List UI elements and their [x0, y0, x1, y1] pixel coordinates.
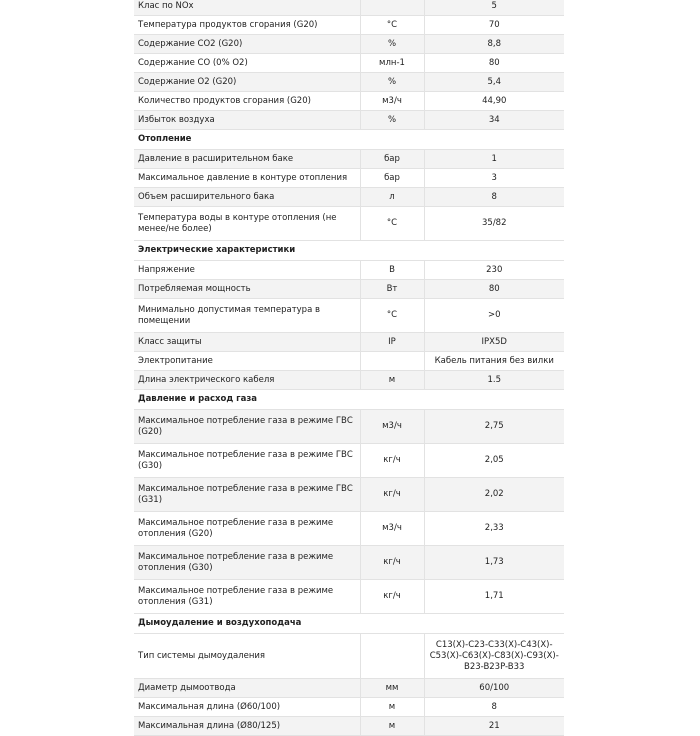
spec-param: Потребляемая мощность — [134, 280, 360, 299]
spec-unit: Вт — [360, 280, 424, 299]
spec-param: Максимальное потребление газа в режиме отопления (G30) — [134, 546, 360, 580]
spec-param: Давление в расширительном баке — [134, 150, 360, 169]
spec-value: 2,33 — [424, 512, 564, 546]
spec-value: 1,71 — [424, 580, 564, 614]
spec-value: 230 — [424, 261, 564, 280]
spec-param: Максимальное потребление газа в режиме ГВС (G20) — [134, 410, 360, 444]
spec-param: Максимальная длина (Ø80/125) — [134, 717, 360, 736]
spec-unit: кг/ч — [360, 546, 424, 580]
spec-value: IPX5D — [424, 333, 564, 352]
spec-unit: м3/ч — [360, 410, 424, 444]
spec-row — [134, 679, 564, 698]
spec-value: Кабель питания без вилки — [424, 352, 564, 371]
spec-unit: м — [360, 717, 424, 736]
spec-unit — [360, 0, 424, 16]
spec-unit: млн-1 — [360, 54, 424, 73]
spec-value: 2,05 — [424, 444, 564, 478]
spec-unit: % — [360, 111, 424, 130]
spec-unit: м3/ч — [360, 512, 424, 546]
spec-param: Максимальное потребление газа в режиме ГВС (G31) — [134, 478, 360, 512]
spec-row — [134, 512, 564, 546]
spec-value: 2,02 — [424, 478, 564, 512]
section-title: Давление и расход газа — [134, 390, 564, 410]
spec-unit: л — [360, 188, 424, 207]
spec-row — [134, 35, 564, 54]
spec-row — [134, 371, 564, 390]
spec-unit: мм — [360, 679, 424, 698]
spec-param: Количество продуктов сгорания (G20) — [134, 92, 360, 111]
spec-row — [134, 410, 564, 444]
section-title: Дымоудаление и воздухоподача — [134, 614, 564, 634]
spec-param: Содержание СО (0% О2) — [134, 54, 360, 73]
section-header — [134, 130, 564, 150]
spec-row — [134, 546, 564, 580]
spec-param: Электропитание — [134, 352, 360, 371]
spec-param: Максимальное потребление газа в режиме отопления (G31) — [134, 580, 360, 614]
spec-value: 21 — [424, 717, 564, 736]
spec-row — [134, 0, 564, 16]
spec-row — [134, 444, 564, 478]
spec-unit: бар — [360, 169, 424, 188]
spec-value: 60/100 — [424, 679, 564, 698]
spec-unit: °C — [360, 16, 424, 35]
spec-row — [134, 92, 564, 111]
spec-row — [134, 280, 564, 299]
section-title: Отопление — [134, 130, 564, 150]
spec-value: 2,75 — [424, 410, 564, 444]
spec-value: 8 — [424, 698, 564, 717]
spec-row — [134, 299, 564, 333]
spec-unit: % — [360, 73, 424, 92]
spec-row — [134, 352, 564, 371]
spec-value: 1 — [424, 150, 564, 169]
spec-param: Клас по NOx — [134, 0, 360, 16]
spec-param: Напряжение — [134, 261, 360, 280]
spec-value: 34 — [424, 111, 564, 130]
spec-param: Избыток воздуха — [134, 111, 360, 130]
spec-row — [134, 717, 564, 736]
spec-unit: кг/ч — [360, 580, 424, 614]
spec-value: 1.5 — [424, 371, 564, 390]
spec-param: Содержание О2 (G20) — [134, 73, 360, 92]
spec-param: Объем расширительного бака — [134, 188, 360, 207]
spec-row — [134, 54, 564, 73]
spec-value: 8,8 — [424, 35, 564, 54]
spec-unit — [360, 634, 424, 679]
section-header — [134, 390, 564, 410]
spec-value: C13(X)-C23-C33(X)-C43(X)-C53(X)-C63(X)-C83(X)-C93(X)-B23-B23P-B33 — [424, 634, 564, 679]
spec-row — [134, 73, 564, 92]
spec-param: Содержание СО2 (G20) — [134, 35, 360, 54]
spec-unit: IP — [360, 333, 424, 352]
spec-param: Минимально допустимая температура в помещении — [134, 299, 360, 333]
spec-value: 44,90 — [424, 92, 564, 111]
spec-param: Максимальное потребление газа в режиме отопления (G20) — [134, 512, 360, 546]
spec-unit: °C — [360, 299, 424, 333]
spec-row — [134, 580, 564, 614]
spec-param: Температура воды в контуре отопления (не менее/не более) — [134, 207, 360, 241]
spec-row — [134, 16, 564, 35]
spec-unit — [360, 352, 424, 371]
spec-value: 3 — [424, 169, 564, 188]
spec-unit: % — [360, 35, 424, 54]
spec-param: Максимальная длина (Ø60/100) — [134, 698, 360, 717]
spec-value: 1,73 — [424, 546, 564, 580]
spec-param: Максимальное давление в контуре отопления — [134, 169, 360, 188]
spec-param: Максимальное потребление газа в режиме ГВС (G30) — [134, 444, 360, 478]
spec-param: Длина электрического кабеля — [134, 371, 360, 390]
spec-value: 35/82 — [424, 207, 564, 241]
spec-row — [134, 478, 564, 512]
spec-row — [134, 634, 564, 679]
spec-row — [134, 261, 564, 280]
spec-unit: бар — [360, 150, 424, 169]
spec-value: >0 — [424, 299, 564, 333]
specifications-body — [134, 0, 564, 736]
spec-unit: м3/ч — [360, 92, 424, 111]
spec-row — [134, 150, 564, 169]
spec-param: Температура продуктов сгорания (G20) — [134, 16, 360, 35]
specifications-table — [134, 0, 564, 736]
spec-row — [134, 333, 564, 352]
spec-param: Тип системы дымоудаления — [134, 634, 360, 679]
spec-unit: °C — [360, 207, 424, 241]
spec-value: 70 — [424, 16, 564, 35]
spec-row — [134, 698, 564, 717]
spec-unit: м — [360, 698, 424, 717]
spec-param: Класс защиты — [134, 333, 360, 352]
spec-unit: В — [360, 261, 424, 280]
spec-row — [134, 111, 564, 130]
spec-value: 80 — [424, 54, 564, 73]
spec-unit: кг/ч — [360, 444, 424, 478]
spec-row — [134, 188, 564, 207]
spec-value: 5 — [424, 0, 564, 16]
spec-unit: м — [360, 371, 424, 390]
spec-value: 5,4 — [424, 73, 564, 92]
spec-param: Диаметр дымоотвода — [134, 679, 360, 698]
section-header — [134, 241, 564, 261]
spec-value: 80 — [424, 280, 564, 299]
spec-unit: кг/ч — [360, 478, 424, 512]
section-header — [134, 614, 564, 634]
spec-value: 8 — [424, 188, 564, 207]
spec-row — [134, 169, 564, 188]
section-title: Электрические характеристики — [134, 241, 564, 261]
spec-row — [134, 207, 564, 241]
